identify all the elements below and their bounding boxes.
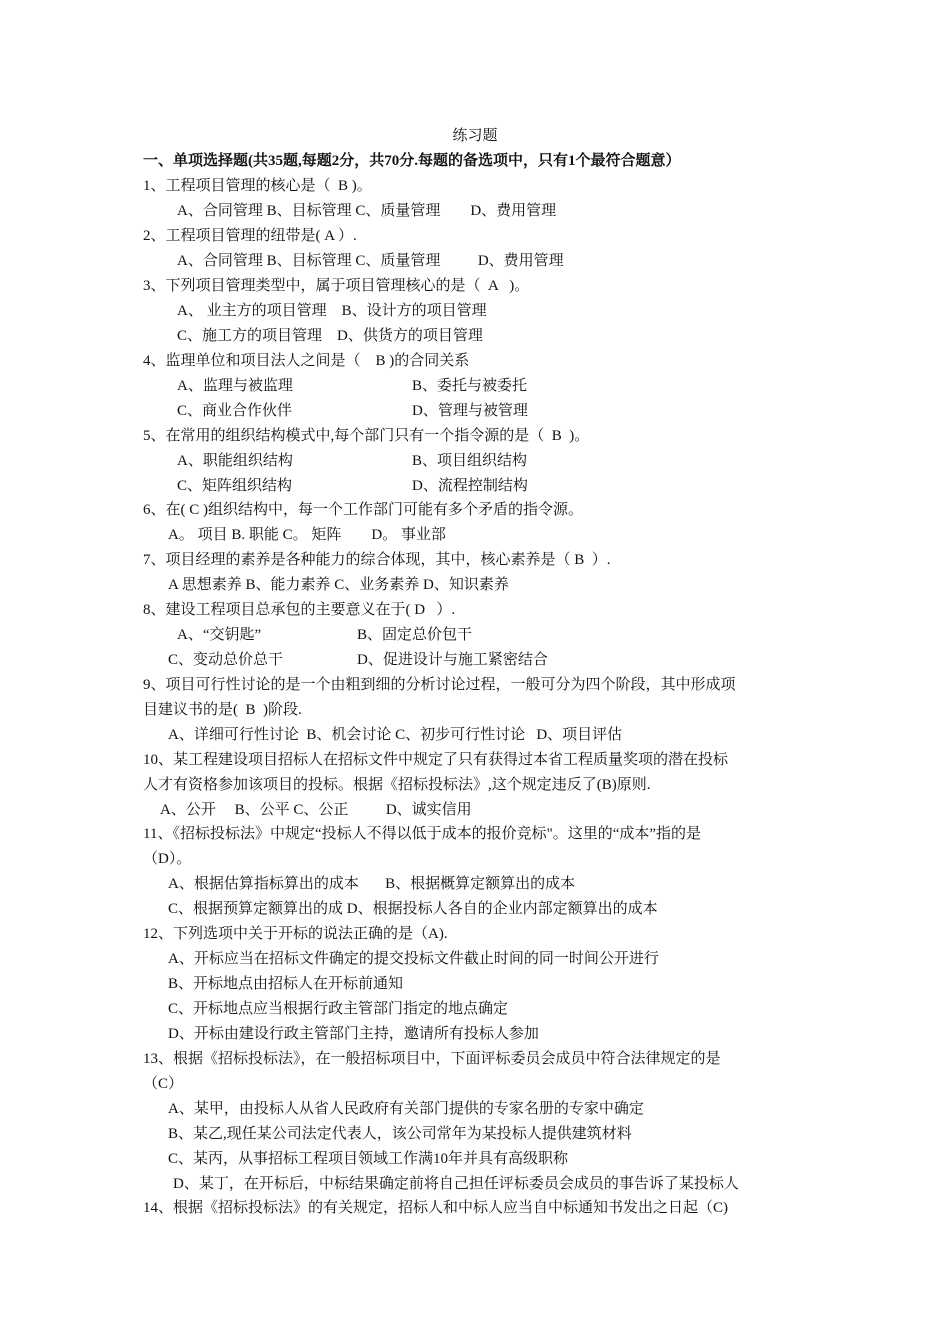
question-11-line-2: （D）。 (143, 851, 192, 867)
question-2-options: A、合同管理 B、目标管理 C、质量管理 D、费用管理 (177, 253, 564, 269)
question-6: 6、在( C )组织结构中，每一个工作部门可能有多个矛盾的指令源。 (143, 502, 583, 518)
question-13-option-a: A、某甲，由投标人从省人民政府有关部门提供的专家名册的专家中确定 (168, 1101, 644, 1117)
question-14: 14、根据《招标投标法》的有关规定，招标人和中标人应当自中标通知书发出之日起（C) (143, 1200, 729, 1216)
question-5-option-a: A、职能组织结构 (177, 453, 293, 469)
question-11-line-1: 11、《招标投标法》中规定“投标人不得以低于成本的报价竞标"。这里的“成本”指的是 (143, 826, 702, 842)
question-7: 7、项目经理的素养是各种能力的综合体现，其中，核心素养是（ B ）. (143, 552, 611, 568)
question-1: 1、工程项目管理的核心是（ B )。 (143, 178, 372, 194)
question-5-option-b: B、项目组织结构 (412, 453, 528, 469)
question-3-options-cd: C、施工方的项目管理 D、供货方的项目管理 (177, 328, 483, 344)
question-13-option-b: B、某乙,现任某公司法定代表人，该公司常年为某投标人提供建筑材料 (168, 1126, 632, 1142)
question-8-option-b: B、固定总价包干 (357, 627, 473, 643)
question-8-option-d: D、促进设计与施工紧密结合 (357, 652, 548, 668)
question-4-option-b: B、委托与被委托 (412, 378, 528, 394)
question-12-option-a: A、开标应当在招标文件确定的提交投标文件截止时间的同一时间公开进行 (168, 951, 659, 967)
question-4-option-d: D、管理与被管理 (412, 403, 528, 419)
question-10-options: A、公开 B、公平 C、公正 D、诚实信用 (160, 802, 472, 818)
question-9-line-2: 目建议书的是( B )阶段. (143, 702, 302, 718)
question-8-option-c: C、变动总价总干 (168, 652, 284, 668)
question-13-option-d: D、某丁，在开标后，中标结果确定前将自己担任评标委员会成员的事告诉了某投标人 (173, 1176, 739, 1192)
question-11-options-ab: A、根据估算指标算出的成本 B、根据概算定额算出的成本 (168, 876, 576, 892)
question-13-line-1: 13、根据《招标投标法》，在一般招标项目中，下面评标委员会成员中符合法律规定的是 (143, 1051, 721, 1067)
question-4-option-a: A、监理与被监理 (177, 378, 293, 394)
question-12: 12、下列选项中关于开标的说法正确的是（A). (143, 926, 448, 942)
question-7-options: A 思想素养 B、能力素养 C、业务素养 D、知识素养 (168, 577, 509, 593)
question-10-line-1: 10、某工程建设项目招标人在招标文件中规定了只有获得过本省工程质量奖项的潜在投标 (143, 752, 729, 768)
question-4-option-c: C、商业合作伙伴 (177, 403, 293, 419)
section-heading: 一、单项选择题(共35题,每题2分，共70分.每题的备选项中，只有1个最符合题意） (143, 153, 681, 169)
question-12-option-c: C、开标地点应当根据行政主管部门指定的地点确定 (168, 1001, 509, 1017)
page-title: 练习题 (452, 128, 498, 144)
question-5-option-c: C、矩阵组织结构 (177, 478, 293, 494)
question-11-options-cd: C、根据预算定额算出的成 D、根据投标人各自的企业内部定额算出的成本 (168, 901, 658, 917)
question-8: 8、建设工程项目总承包的主要意义在于( D ）. (143, 602, 456, 618)
question-13-line-2: （C） (143, 1076, 184, 1092)
question-2: 2、工程项目管理的纽带是( A ）. (143, 228, 357, 244)
question-13-option-c: C、某丙，从事招标工程项目领域工作满10年并具有高级职称 (168, 1151, 569, 1167)
question-5-option-d: D、流程控制结构 (412, 478, 528, 494)
question-9-options: A、详细可行性讨论 B、机会讨论 C、初步可行性讨论 D、项目评估 (168, 727, 623, 743)
question-9-line-1: 9、项目可行性讨论的是一个由粗到细的分析讨论过程，一般可分为四个阶段，其中形成项 (143, 677, 736, 693)
question-12-option-b: B、开标地点由招标人在开标前通知 (168, 976, 404, 992)
question-12-option-d: D、开标由建设行政主管部门主持，邀请所有投标人参加 (168, 1026, 539, 1042)
question-6-options: A。 项目 B. 职能 C。 矩阵 D。 事业部 (168, 527, 446, 543)
question-1-options: A、合同管理 B、目标管理 C、质量管理 D、费用管理 (177, 203, 557, 219)
question-3-options-ab: A、 业主方的项目管理 B、设计方的项目管理 (177, 303, 487, 319)
question-3: 3、下列项目管理类型中，属于项目管理核心的是（ A )。 (143, 278, 530, 294)
question-8-option-a: A、“交钥匙” (177, 627, 262, 643)
question-10-line-2: 人才有资格参加该项目的投标。根据《招标投标法》,这个规定违反了(B)原则. (143, 777, 651, 793)
question-5: 5、在常用的组织结构模式中,每个部门只有一个指令源的是（ B )。 (143, 428, 590, 444)
question-4: 4、监理单位和项目法人之间是（ B )的合同关系 (143, 353, 470, 369)
